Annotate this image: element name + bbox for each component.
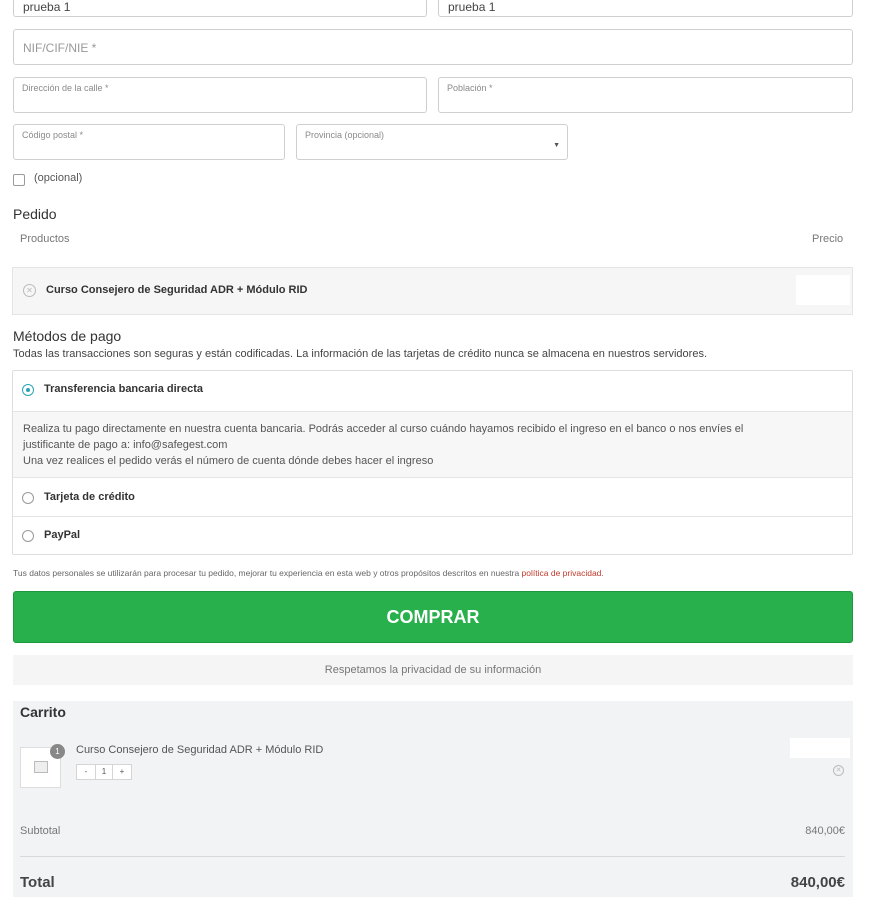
qty-minus-button[interactable]: - [84, 767, 88, 776]
cart-divider [20, 856, 845, 857]
paypal-label: PayPal [44, 529, 81, 541]
order-item-row [12, 267, 853, 315]
bank-transfer-description [13, 411, 852, 478]
order-title: Pedido [13, 206, 57, 222]
price-column-header: Precio [812, 233, 844, 245]
total-value: 840,00€ [790, 874, 845, 891]
payment-methods-list [12, 370, 853, 555]
optional-checkbox-label: (opcional) [34, 172, 83, 184]
payment-security-notice: Todas las transacciones son seguras y están codificadas. La información de las tarjetas de crédito nunca se almacena en nuestros servidores. [13, 348, 707, 360]
cart-title: Carrito [20, 704, 66, 720]
paypal-radio[interactable] [22, 530, 34, 542]
last-name-value: prueba 1 [448, 0, 496, 14]
qty-value[interactable]: 1 [95, 765, 113, 779]
city-input[interactable] [438, 77, 853, 113]
privacy-notice-end: . [601, 568, 604, 578]
credit-card-radio[interactable] [22, 492, 34, 504]
street-address-label: Dirección de la calle * [22, 83, 109, 93]
cart-item-price [790, 738, 850, 758]
bank-transfer-desc-line1: Realiza tu pago directamente en nuestra cuenta bancaria. Podrás acceder al curso cuándo hayamos recibido el ingreso en el banco o nos envíes el [23, 423, 744, 435]
postcode-input[interactable] [13, 124, 285, 160]
privacy-info-bar: Respetamos la privacidad de su información [13, 655, 853, 685]
first-name-value: prueba 1 [23, 0, 71, 14]
optional-checkbox[interactable] [13, 174, 25, 186]
buy-button[interactable]: COMPRAR [13, 591, 853, 643]
subtotal-value: 840,00€ [805, 825, 845, 837]
payment-option-credit-card[interactable] [13, 478, 852, 517]
street-address-input[interactable] [13, 77, 427, 113]
cart-item-qty-badge: 1 [50, 744, 65, 759]
bank-transfer-desc-line3: Una vez realices el pedido verás el número de cuenta dónde debes hacer el ingreso [23, 455, 434, 467]
subtotal-label: Subtotal [20, 825, 61, 837]
payment-option-bank-transfer[interactable] [13, 371, 852, 411]
credit-card-label: Tarjeta de crédito [44, 491, 135, 503]
nif-input[interactable] [13, 29, 853, 65]
bank-transfer-label: Transferencia bancaria directa [44, 383, 203, 395]
image-placeholder-icon [34, 761, 48, 773]
privacy-policy-link[interactable]: política de privacidad [521, 568, 602, 578]
city-label: Población * [447, 83, 493, 93]
privacy-notice [13, 568, 604, 578]
bank-transfer-desc-line2: justificante de pago a: info@safegest.com [23, 439, 228, 451]
privacy-notice-text: Tus datos personales se utilizarán para procesar tu pedido, mejorar tu experiencia en esta web y otros propósitos descritos en nuestra [13, 568, 522, 578]
first-name-field[interactable] [13, 0, 427, 17]
order-item-price [796, 275, 850, 305]
cart-item-name: Curso Consejero de Seguridad ADR + Módulo RID [76, 744, 324, 756]
order-item-name: Curso Consejero de Seguridad ADR + Módulo RID [46, 284, 308, 296]
cart-remove-item-icon[interactable]: ✕ [833, 765, 844, 776]
dropdown-arrow-icon: ▼ [553, 142, 560, 149]
cart-summary [13, 701, 853, 897]
province-label: Provincia (opcional) [305, 130, 385, 140]
remove-item-icon[interactable]: ✕ [23, 284, 36, 297]
nif-placeholder: NIF/CIF/NIE * [23, 41, 97, 55]
payment-methods-title: Métodos de pago [13, 328, 122, 344]
products-column-header: Productos [20, 233, 70, 245]
total-label: Total [20, 874, 55, 891]
postcode-label: Código postal * [22, 130, 84, 140]
qty-plus-button[interactable]: + [119, 767, 125, 776]
bank-transfer-radio[interactable] [22, 384, 34, 396]
payment-option-paypal[interactable] [13, 517, 852, 555]
province-select[interactable] [296, 124, 568, 160]
quantity-stepper [76, 764, 132, 780]
last-name-field[interactable] [438, 0, 853, 17]
